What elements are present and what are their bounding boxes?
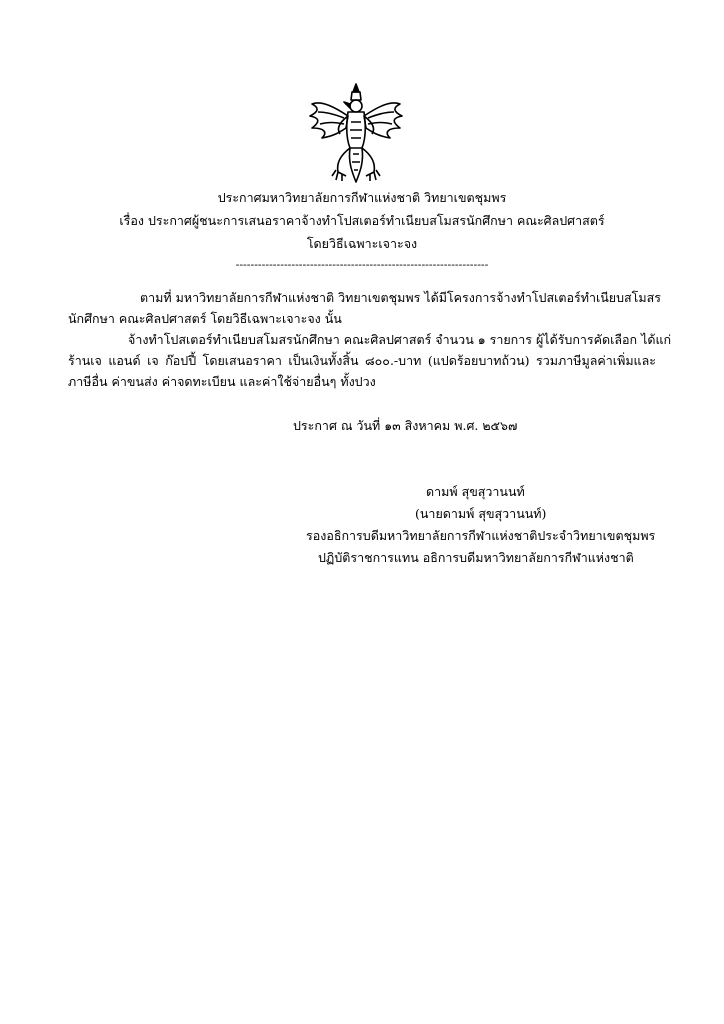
paragraph-2-line-2: ร้านเจ แอนด์ เจ ก๊อปปี้ โดยเสนอราคา เป็นเงินทั้งสิ้น ๘๐๐.-บาท (แปดร้อยบาทถ้วน) รวมภาษีมูลค่าเพิ่มและ (68, 353, 656, 368)
paragraph-2-line-3: ภาษีอื่น ค่าขนส่ง ค่าจดทะเบียน และค่าใช้จ่ายอื่นๆ ทั้งปวง (68, 374, 376, 389)
procurement-method: โดยวิธีเฉพาะเจาะจง (306, 236, 418, 251)
paragraph-2-line-1: จ้างทำโปสเตอร์ทำเนียบสโมสรนักศึกษา คณะศิลปศาสตร์ จำนวน ๑ รายการ ผู้ได้รับการคัดเลือก ได้แก่ (128, 332, 672, 347)
signature-name: ดามพ์ สุขสุวานนท์ (426, 484, 525, 499)
paragraph-1-line-2: นักศึกษา คณะศิลปศาสตร์ โดยวิธีเฉพาะเจาะจง นั้น (68, 311, 342, 326)
announcement-title: ประกาศมหาวิทยาลัยการกีฬาแห่งชาติ วิทยาเขตชุมพร (217, 190, 507, 205)
divider-line: -------------------------------------------------------------------- (235, 258, 489, 271)
paragraph-1-line-1: ตามที่ มหาวิทยาลัยการกีฬาแห่งชาติ วิทยาเขตชุมพร ได้มีโครงการจ้างทำโปสเตอร์ทำเนียบสโมสร (140, 290, 661, 305)
signer-position: รองอธิการบดีมหาวิทยาลัยการกีฬาแห่งชาติประจำวิทยาเขตชุมพร (306, 528, 656, 543)
announcement-date: ประกาศ ณ วันที่ ๑๓ สิงหาคม พ.ศ. ๒๕๖๗ (293, 418, 518, 433)
signer-acting-position: ปฏิบัติราชการแทน อธิการบดีมหาวิทยาลัยการกีฬาแห่งชาติ (318, 550, 634, 565)
printed-name: (นายดามพ์ สุขสุวานนท์) (415, 506, 547, 521)
announcement-subject: เรื่อง ประกาศผู้ชนะการเสนอราคาจ้างทำโปสเตอร์ทำเนียบสโมสรนักศึกษา คณะศิลปศาสตร์ (119, 213, 605, 228)
garuda-emblem-icon (306, 82, 406, 184)
